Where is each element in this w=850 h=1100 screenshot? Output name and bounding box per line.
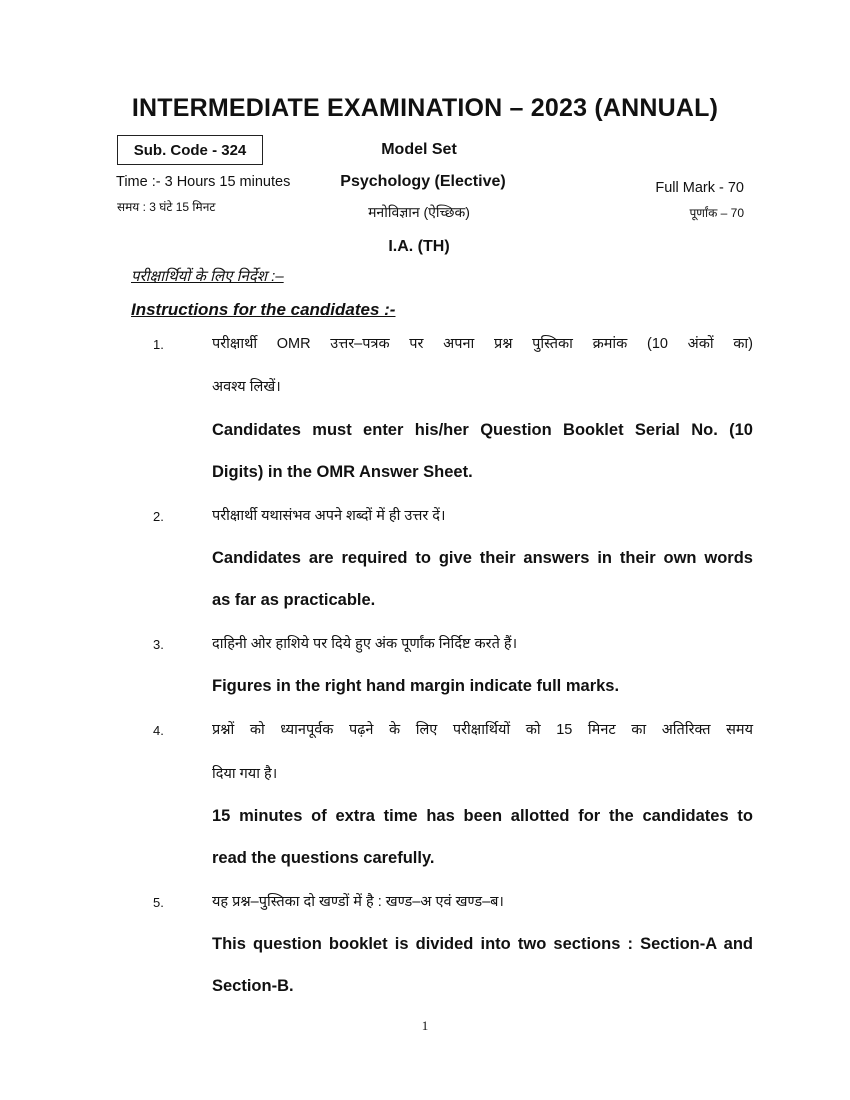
item-english-line-1: Candidates must enter his/her Question Booklet Serial No. (10 xyxy=(212,421,753,439)
full-mark-hindi: पूर्णांक – 70 xyxy=(689,206,744,220)
exam-title: INTERMEDIATE EXAMINATION – 2023 (ANNUAL) xyxy=(131,94,719,122)
item-english-line-2: read the questions carefully. xyxy=(212,849,435,867)
time-hindi: समय : 3 घंटे 15 मिनट xyxy=(117,200,216,214)
item-hindi-line-1: परीक्षार्थी OMR उत्तर–पत्रक पर अपना प्रश्न पुस्तिका क्रमांक (10 अंकों का) xyxy=(212,336,753,352)
item-hindi-line-1: दाहिनी ओर हाशिये पर दिये हुए अंक पूर्णांक निर्दिष्ट करते हैं। xyxy=(212,636,518,652)
item-hindi-line-1: यह प्रश्न–पुस्तिका दो खण्डों में है : खण्ड–अ एवं खण्ड–ब। xyxy=(212,894,504,910)
full-mark-english: Full Mark - 70 xyxy=(655,180,744,196)
item-english-line-1: 15 minutes of extra time has been allotted for the candidates to xyxy=(212,807,753,825)
subject-code: Sub. Code - 324 xyxy=(133,141,247,159)
item-english-line-2: Digits) in the OMR Answer Sheet. xyxy=(212,463,473,481)
item-english-line-2: as far as practicable. xyxy=(212,591,376,609)
item-hindi-line-2: अवश्य लिखें। xyxy=(212,379,281,395)
item-number: 4. xyxy=(153,723,164,738)
item-english-line-1: Candidates are required to give their answers in their own words xyxy=(212,549,753,567)
item-number: 2. xyxy=(153,509,164,524)
model-set-label: Model Set xyxy=(381,141,457,158)
time-english: Time :- 3 Hours 15 minutes xyxy=(116,174,291,190)
item-hindi-line-1: प्रश्नों को ध्यानपूर्वक पढ़ने के लिए परीक्षार्थियों को 15 मिनट का अतिरिक्त समय xyxy=(212,722,753,738)
instructions-heading-english: Instructions for the candidates :- xyxy=(131,300,396,319)
item-number: 5. xyxy=(153,895,164,910)
item-english-line-1: This question booklet is divided into two sections : Section-A and xyxy=(212,935,753,953)
item-hindi-line-2: दिया गया है। xyxy=(212,766,278,782)
item-number: 3. xyxy=(153,637,164,652)
item-hindi-line-1: परीक्षार्थी यथासंभव अपने शब्दों में ही उत्तर दें। xyxy=(212,508,446,524)
subject-hindi: मनोविज्ञान (ऐच्छिक) xyxy=(368,204,470,220)
item-english-line-2: Section-B. xyxy=(212,977,294,995)
page-number: 1 xyxy=(421,1018,429,1033)
instructions-heading-hindi: परीक्षार्थियों के लिए निर्देश :– xyxy=(131,268,284,285)
item-english-line-1: Figures in the right hand margin indicate full marks. xyxy=(212,677,620,695)
item-number: 1. xyxy=(153,337,164,352)
stream-label: I.A. (TH) xyxy=(388,238,450,255)
subject-english: Psychology (Elective) xyxy=(340,173,506,190)
